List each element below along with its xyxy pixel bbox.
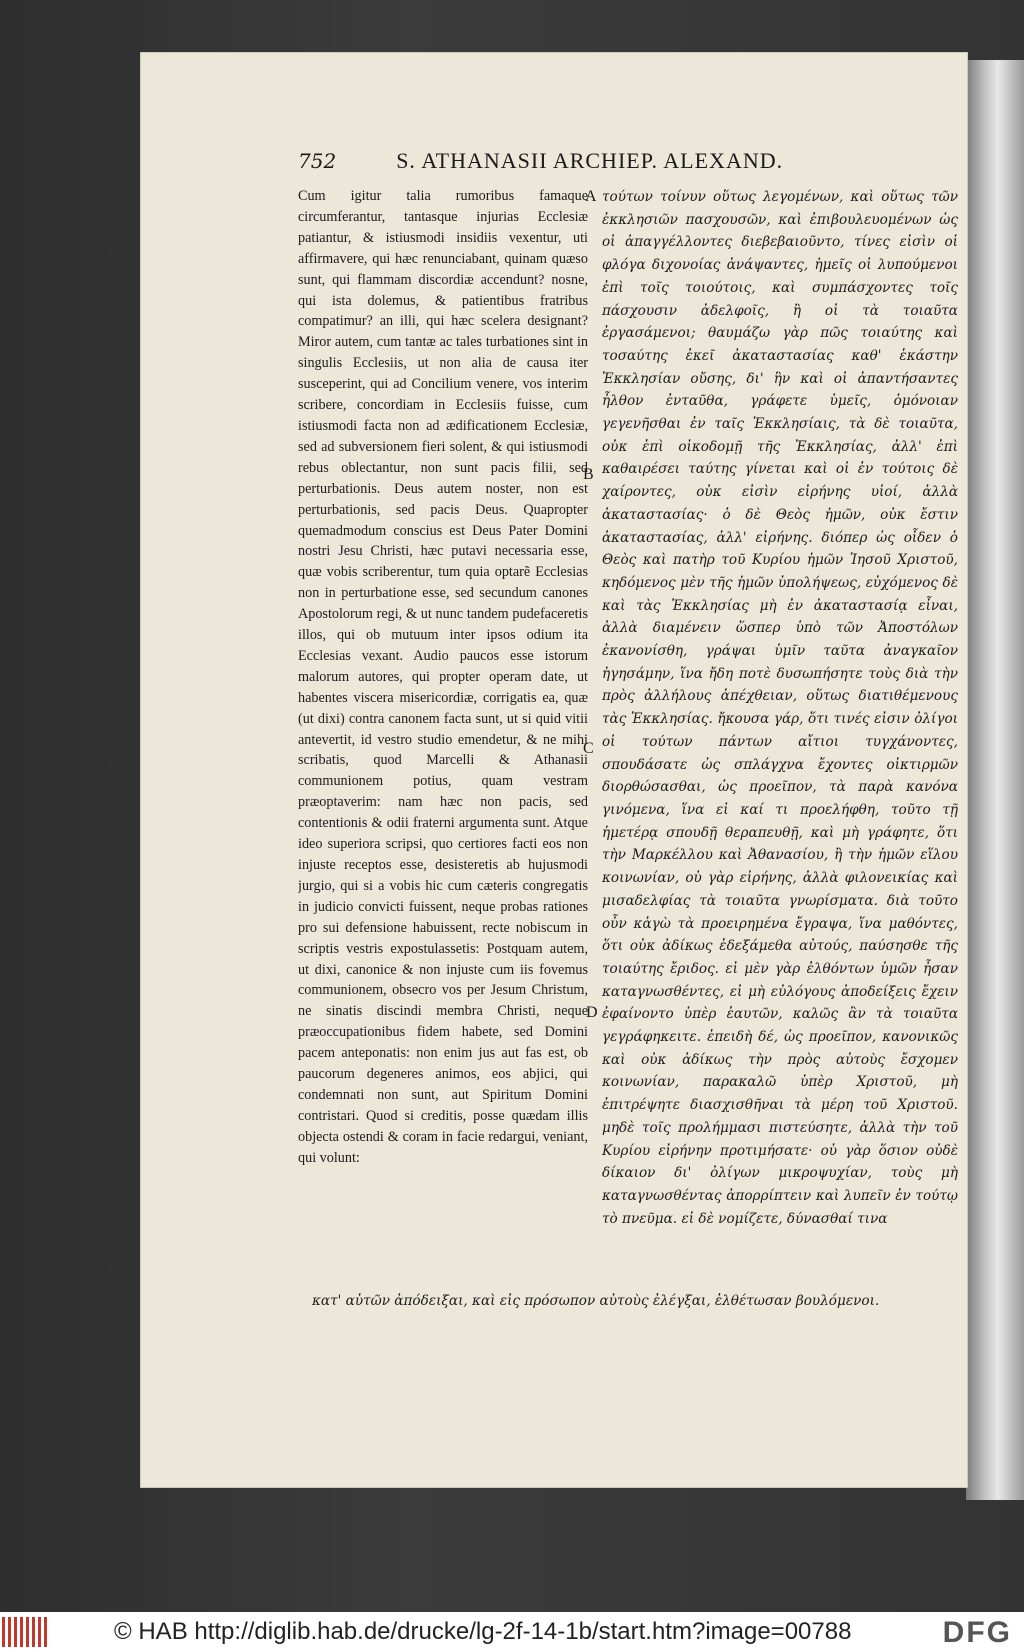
page-number: 752: [298, 149, 337, 173]
viewer-footer: [0, 1612, 1024, 1652]
hab-logo-icon: [2, 1617, 48, 1647]
section-marker-b: B: [583, 466, 594, 483]
latin-column: Cum igitur talia rumoribus famaque circumferantur, tantasque injurias Ecclesiæ patiantur, & istiusmodi insidiis vexentur, uti affirmavere, qui hæc renunciabant, quinam quæso sunt, qui flammam discordiæ accendunt? nosne, qui ista dolemus, & patientibus fratribus compatimur? an illi, qui hæc scelera designant? Miror autem, cum tantæ ac tales turbationes sint in singulis Ecclesiis, ut non alia de causa iter susceperint, qui ad Concilium venere, vos interim scribere, concordiam in Ecclesiis fuisse, cum istiusmodi facta non ad ædificationem Ecclesiæ, sed ad subversionem fieri solent, & qui istiusmodi rebus oblectantur, non sunt pacis filii, sed perturbationis. Deus autem noster, non est perturbationis, sed pacis Deus. Quapropter quemadmodum conscius est Deus Pater Domini nostri Jesu Christi, hæc putavi necessaria esse, quæ vobis scriberentur, tum quia optarẽ Ecclesias non in perturbatione esse, sed secundum canones Apostolorum regi, & ut nunc tandem pudefaceretis illos, qui ob mutuum inter ipsos odium ita Ecclesias vexant. Audio paucos esse istorum malorum autores, qui propter operam date, ut habentes viscera misericordiæ, corrigatis ea, quæ (ut dixi) contra canonem facta sunt, ut si quid vitii antevertit, id vestro studio emendetur, & ne mihi scribatis, quod Marcelli & Athanasii communionem potius, quam vestram præoptaverim: nam hæc non pacis, sed contentionis & odii fraterni argumenta sunt. Atque ideo superiora scripsi, quo certiores facti eos non injuste receptos esse, desisteretis ab hujusmodi jurgio, qui si a vobis hic cum cæteris congregatis in judicio convicti fuissent, neque probas rationes pro sui defensione habuissent, recte nobiscum in scriptis vestris expostulassetis: Postquam autem, ut dixi, canonice & non injuste cum iis fovemus communionem, obsecro vos per Jesum Christum, ne sinatis discindi membra Christi, neque præoccupationibus fidem habete, sed Domini pacem anteponatis: non enim jus aut fas est, ob paucorum degeneres animos, eos abjici, qui condemnati non sunt, aut Spiritum Domini contristari. Quod si creditis, posse quædam illis objecta ostendi & coram in facie redargui, veniant, qui volunt:: [298, 188, 588, 1166]
footer-copyright-url[interactable]: © HAB http://diglib.hab.de/drucke/lg-2f-14-1b/start.htm?image=00788: [114, 1618, 852, 1645]
dfg-logo: DFG: [942, 1616, 1012, 1649]
section-marker-c: C: [583, 740, 594, 757]
section-marker-d: D: [586, 1004, 598, 1021]
running-head: [298, 148, 948, 180]
section-marker-a: A: [585, 188, 597, 205]
greek-closing-line: κατ' αὐτῶν ἀπόδειξαι, καὶ εἰς πρόσωπον αὐτοὺς ἐλέγξαι, ἐλθέτωσαν βουλόμενοι.: [312, 1293, 880, 1309]
page-edge: [966, 60, 1024, 1500]
page-title: S. ATHANASII ARCHIEP. ALEXAND.: [396, 148, 784, 173]
greek-column: τούτων τοίνυν οὕτως λεγομένων, καὶ οὕτως τῶν ἐκκλησιῶν πασχουσῶν, καὶ ἐπιβουλευομένων ὡς οἱ ἀπαγγέλλοντες διεβεβαιοῦντο, τίνες εἰσὶν οἱ φλόγα διχονοίας ἀνάψαντες, ἡμεῖς οἱ λυπούμενοι ἐπὶ τοῖς τοιούτοις, καὶ συμπάσχοντες τοῖς πάσχουσιν ἀδελφοῖς, ἢ οἱ τὰ τοιαῦτα ἐργασάμενοι; θαυμάζω γὰρ πῶς τοιαύτης καὶ τοσαύτης ἐκεῖ ἀκαταστασίας καθ' ἑκάστην Ἐκκλησίαν οὔσης, δι' ἣν καὶ οἱ ἀπαντήσαντες ἦλθον ἐνταῦθα, γράφετε ὑμεῖς, ὁμόνοιαν γεγενῆσθαι ἐν ταῖς Ἐκκλησίαις, τὰ δὲ τοιαῦτα, οὐκ ἐπὶ οἰκοδομῇ τῆς Ἐκκλησίας, ἀλλ' ἐπὶ καθαιρέσει ταύτης γίνεται καὶ οἱ ἐν τούτοις δὲ χαίροντες, οὐκ εἰσὶν εἰρήνης υἱοί, ἀλλὰ ἀκαταστασίας· ὁ δὲ Θεὸς ἡμῶν, οὐκ ἔστιν ἀκαταστασίας, ἀλλ' εἰρήνης. διόπερ ὡς οἶδεν ὁ Θεὸς καὶ πατὴρ τοῦ Κυρίου ἡμῶν Ἰησοῦ Χριστοῦ, κηδόμενος μὲν τῆς ἡμῶν ὑπολήψεως, εὐχόμενος δὲ καὶ τὰς Ἐκκλησίας μὴ ἐν ἀκαταστασίᾳ εἶναι, ἀλλὰ διαμένειν ὥσπερ ὑπὸ τῶν Ἀποστόλων ἐκανονίσθη, γράψαι ὑμῖν ταῦτα ἀναγκαῖον ἡγησάμην, ἵνα ἤδη ποτὲ δυσωπήσητε τοὺς διὰ τὴν πρὸς ἀλλήλους ἀπέχθειαν, οὕτως διατιθέμενους τὰς Ἐκκλησίας. ἤκουσα γάρ, ὅτι τινές εἰσιν ὀλίγοι οἱ τούτων πάντων αἴτιοι τυγχάνοντες, σπουδάσατε ὡς σπλάγχνα ἔχοντες οἰκτιρμῶν διορθώσασθαι, ὡς προεῖπον, τὰ παρὰ κανόνα γινόμενα, ἵνα εἰ καί τι προελήφθη, τοῦτο τῇ ἡμετέρᾳ σπουδῇ θεραπευθῇ, καὶ μὴ γράφητε, ὅτι τὴν Μαρκέλλου καὶ Ἀθανασίου, ἢ τὴν ἡμῶν εἵλου κοινωνίαν, οὐ γὰρ εἰρήνης, ἀλλὰ φιλονεικίας καὶ μισαδελφίας τὰ τοιαῦτα γνωρίσματα. διὰ τοῦτο οὖν κἀγὼ τὰ προειρημένα ἔγραψα, ἵνα μαθόντες, ὅτι οὐκ ἀδίκως ἐδεξάμεθα αὐτούς, παύσησθε τῆς τοιαύτης ἔριδος. εἰ μὲν γὰρ ἐλθόντων ὑμῶν ἦσαν καταγνωσθέντες, εἰ μὴ εὐλόγους ἀποδείξεις ἔχειν ἐφαίνοντο ὑπὲρ ἑαυτῶν, καλῶς ἂν τὰ τοιαῦτα γεγράφηκειτε. ἐπειδὴ δέ, ὡς προεῖπον, κανονικῶς καὶ οὐκ ἀδίκως τὴν πρὸς αὐτοὺς ἔσχομεν κοινωνίαν, παρακαλῶ ὑπὲρ Χριστοῦ, μὴ ἐπιτρέψητε διασχισθῆναι τὰ μέρη τοῦ Χριστοῦ. μηδὲ τοῖς προλήμμασι πιστεύσητε, ἀλλὰ τὴν τοῦ Κυρίου εἰρήνην προτιμήσατε· οὐ γὰρ ὅσιον οὐδὲ δίκαιον δι' ὀλίγων μικροψυχίαν, τοὺς μὴ καταγνωσθέντας ἀπορρίπτειν καὶ λυπεῖν ἐν τούτῳ τὸ πνεῦμα. εἰ δὲ νομίζετε, δύνασθαί τινα: [602, 189, 958, 1227]
